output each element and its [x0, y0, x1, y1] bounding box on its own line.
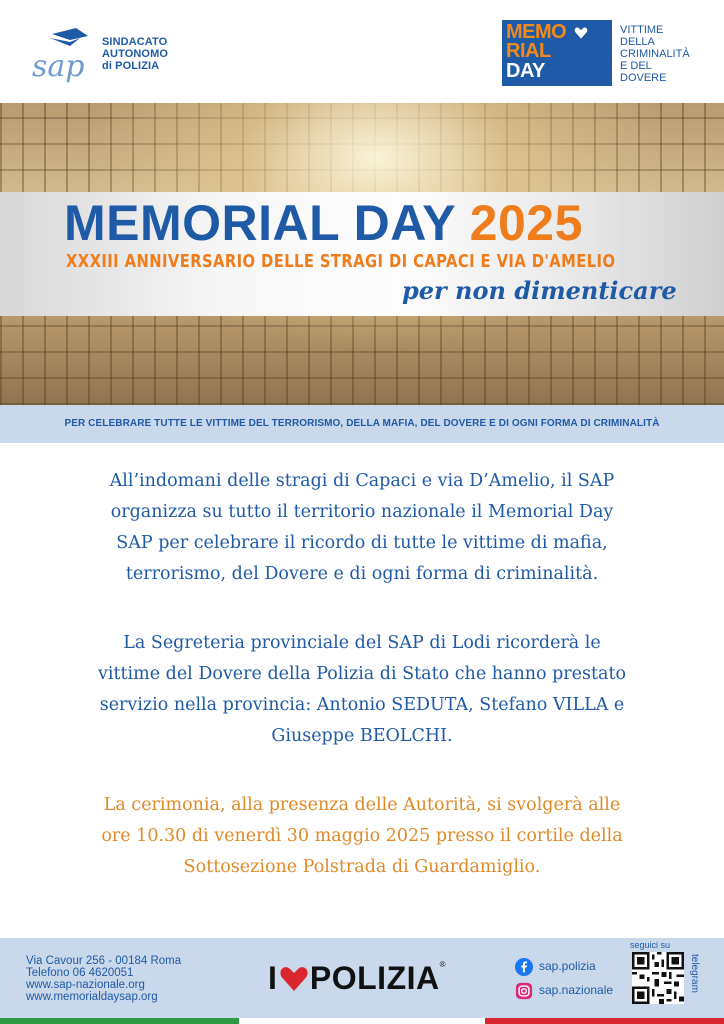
- dedication-strip: [0, 405, 724, 443]
- paragraph-line: Sottosezione Polstrada di Guardamiglio.: [183, 857, 541, 877]
- banner-tagline: per non dimenticare: [402, 276, 677, 305]
- facebook-icon: [515, 958, 533, 976]
- sap-line-1: SINDACATO: [102, 36, 168, 48]
- banner-title: [64, 195, 583, 251]
- footer: [0, 938, 724, 1018]
- memorial-caption-line-5: DOVERE: [620, 72, 667, 84]
- sap-line-2: AUTONOMO: [102, 48, 168, 60]
- registered-mark: ®: [439, 960, 446, 969]
- memorial-caption-line-1: VITTIME: [620, 24, 664, 36]
- footer-address: [26, 955, 181, 1003]
- address-phone: Telefono 06 4620051: [26, 967, 134, 979]
- instagram-link[interactable]: [515, 980, 613, 1000]
- heart-icon: [279, 964, 309, 994]
- title-text: MEMORIAL DAY: [64, 195, 456, 251]
- paragraph-intro: [40, 466, 684, 590]
- address-street: Via Cavour 256 - 00184 Roma: [26, 955, 182, 967]
- telegram-label-wrap: [688, 954, 700, 1006]
- paragraph-line: organizza su tutto il territorio nazionale il Memorial Day: [110, 502, 614, 522]
- memorial-day-logo: [502, 20, 612, 86]
- header: [0, 0, 724, 100]
- paragraph-line: La Segreteria provinciale del SAP di Lodi ricorderà le: [123, 633, 601, 653]
- banner: [0, 103, 724, 405]
- ilove-word: POLIZIA: [309, 960, 440, 996]
- sap-logo: [30, 26, 180, 86]
- paragraph-line: terrorismo, del Dovere e di ogni forma di criminalità.: [125, 564, 599, 584]
- i-love-polizia-logo: [268, 958, 446, 998]
- facebook-link[interactable]: [515, 956, 596, 976]
- heart-icon: [574, 26, 588, 40]
- facebook-handle: sap.polizia: [539, 959, 596, 973]
- ilove-i: I: [268, 960, 277, 996]
- memorial-caption-line-3: CRIMINALITÀ: [620, 48, 690, 60]
- paragraph-lodi: [40, 628, 684, 752]
- telegram-label: telegram: [689, 954, 700, 993]
- memorial-logo-line-1: MEMO: [506, 21, 567, 43]
- dedication-text: PER CELEBRARE TUTTE LE VITTIME DEL TERRORISMO, DELLA MAFIA, DEL DOVERE E DI OGNI FORMA DI CRIMINALITÀ: [64, 418, 660, 429]
- sap-logo-text: [102, 36, 168, 72]
- sap-line-3: di POLIZIA: [102, 60, 160, 72]
- qr-code-icon[interactable]: [632, 952, 684, 1004]
- italian-flag-strip: [0, 1018, 724, 1024]
- banner-subtitle: XXXIII ANNIVERSARIO DELLE STRAGI DI CAPACI E VIA D'AMELIO: [66, 251, 616, 272]
- paragraph-line: vittime del Dovere della Polizia di Stato che hanno prestato: [97, 664, 627, 684]
- paragraph-line: servizio nella provincia: Antonio SEDUTA, Stefano VILLA e: [99, 695, 625, 715]
- follow-label: seguici su: [630, 940, 671, 950]
- instagram-icon: [515, 982, 533, 1000]
- police-cap-icon: [30, 26, 100, 86]
- instagram-handle: sap.nazionale: [539, 983, 614, 997]
- memorial-logo-line-2: RIAL: [506, 40, 551, 62]
- paragraph-line: SAP per celebrare il ricordo di tutte le vittime di mafia,: [116, 533, 608, 553]
- paragraph-line: Giuseppe BEOLCHI.: [271, 726, 453, 746]
- address-website-memorial[interactable]: www.memorialdaysap.org: [26, 991, 158, 1003]
- memorial-logo-line-3: DAY: [506, 60, 545, 82]
- paragraph-line: ore 10.30 di venerdì 30 maggio 2025 presso il cortile della: [101, 826, 623, 846]
- address-website-sap[interactable]: www.sap-nazionale.org: [26, 979, 145, 991]
- paragraph-line: All’indomani delle stragi di Capaci e via D’Amelio, il SAP: [109, 471, 615, 491]
- memorial-caption-line-2: DELLA: [620, 36, 655, 48]
- memorial-logo-caption: [620, 24, 690, 84]
- title-year: 2025: [469, 195, 583, 251]
- paragraph-line: La cerimonia, alla presenza delle Autorità, si svolgerà alle: [103, 795, 621, 815]
- memorial-caption-line-4: E DEL: [620, 60, 652, 72]
- paragraph-ceremony: [40, 790, 684, 883]
- svg-text:sap: sap: [32, 49, 85, 84]
